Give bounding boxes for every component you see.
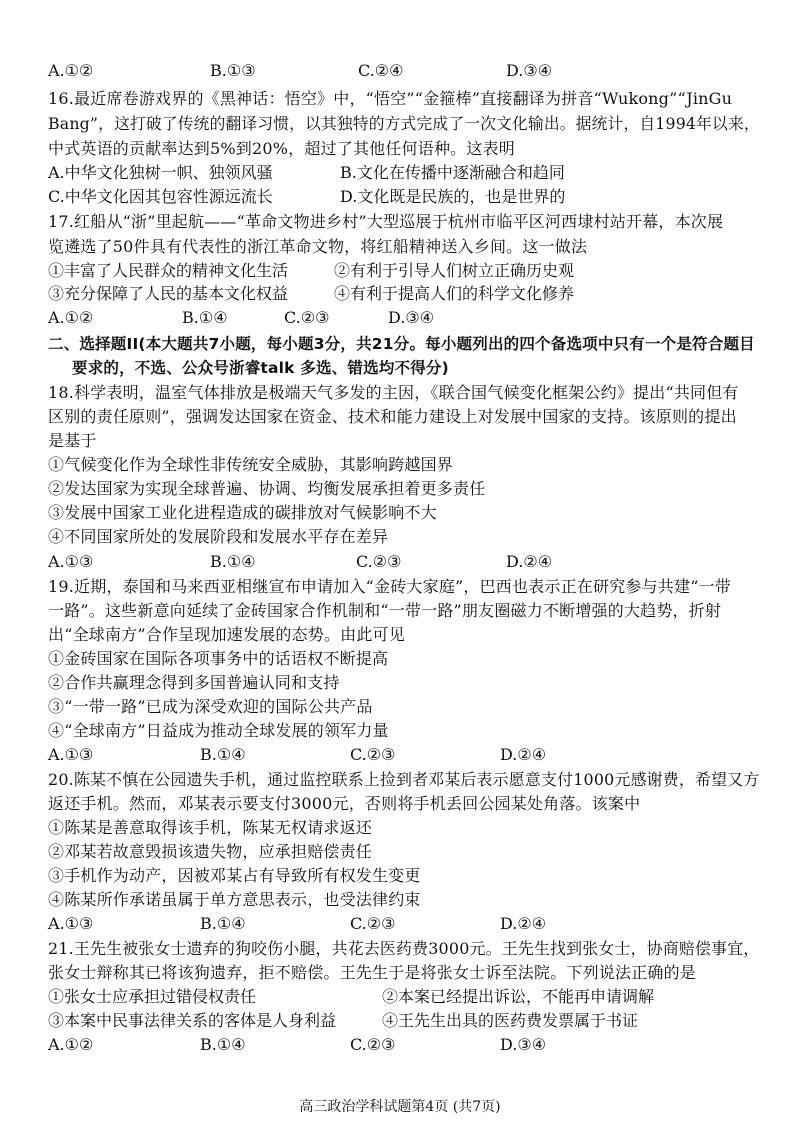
- q15-option-b: B.①③: [210, 61, 256, 80]
- q18-option-a: A.①③: [48, 552, 94, 571]
- q17-options: [48, 307, 748, 329]
- q18-choice-2: ②发达国家为实现全球普遍、协调、均衡发展承担着更多责任: [48, 479, 486, 498]
- q17-option-d: D.③④: [388, 308, 435, 327]
- q16-option-a: A.中华文化独树一帜、独领风骚: [48, 163, 273, 182]
- q16-option-d: D.文化既是民族的，也是世界的: [340, 187, 566, 206]
- q15-option-c: C.②④: [358, 61, 404, 80]
- q19-option-d: D.②④: [500, 745, 547, 764]
- q17-choices-row: [48, 260, 748, 282]
- q19-option-a: A.①③: [48, 745, 94, 764]
- q20-choice-2: ②邓某若故意毁损该遗失物，应承担赔偿责任: [48, 842, 373, 861]
- q16-option-c: C.中华文化因其包容性源远流长: [48, 187, 273, 206]
- q20-option-b: B.①④: [200, 914, 246, 933]
- q18-stem-line: 区别的责任原则”，强调发达国家在资金、技术和能力建设上对发展中国家的支持。该原则的提出: [48, 407, 737, 426]
- q20-options: [48, 913, 748, 935]
- q16-stem-line: Bang”，这打破了传统的翻译习惯，以其独特的方式完成了一次文化输出。据统计，自1994年以来，: [48, 114, 760, 133]
- q17-option-b: B.①④: [182, 308, 228, 327]
- q21-options: [48, 1034, 748, 1056]
- q20-option-d: D.②④: [500, 914, 547, 933]
- q18-choice-3: ③发展中国家工业化进程造成的碳排放对气候影响不大: [48, 503, 437, 522]
- q17-choices-row: [48, 283, 748, 305]
- q18-stem-line: 是基于: [48, 431, 97, 450]
- q20-choice-3: ③手机作为动产，因被邓某占有导致所有权发生变更: [48, 866, 421, 885]
- q19-stem-line: 出“全球南方”合作呈现加速发展的态势。由此可见: [48, 625, 405, 644]
- q21-option-b: B.①④: [200, 1035, 246, 1054]
- q21-option-c: C.②③: [350, 1035, 396, 1054]
- q19-choice-3: ③“一带一路”已成为深受欢迎的国际公共产品: [48, 697, 373, 716]
- q21-choice-4: ④王先生出具的医药费发票属于书证: [382, 1011, 639, 1030]
- q19-choice-1: ①金砖国家在国际各项事务中的话语权不断提高: [48, 649, 389, 668]
- q21-option-a: A.①②: [48, 1035, 94, 1054]
- q19-choice-2: ②合作共赢理念得到多国普遍认同和支持: [48, 673, 340, 692]
- q15-options: [48, 60, 748, 82]
- q19-option-c: C.②③: [350, 745, 396, 764]
- section-2-heading: 二、选择题II(本大题共7小题，每小题3分，共21分。每小题列出的四个备选项中只有一个是符合题目: [48, 335, 755, 353]
- q18-option-d: D.②④: [506, 552, 553, 571]
- q18-option-c: C.②③: [356, 552, 402, 571]
- q21-choice-2: ②本案已经提出诉讼，不能再申请调解: [382, 987, 655, 1006]
- q20-choice-1: ①陈某是善意取得该手机，陈某无权请求返还: [48, 818, 373, 837]
- q19-options: [48, 744, 748, 766]
- q21-choice-3: ③本案中民事法律关系的客体是人身利益: [48, 1011, 337, 1030]
- q17-choice-1: ①丰富了人民群众的精神文化生活: [48, 261, 289, 280]
- q20-stem-line: 20.陈某不慎在公园遗失手机，通过监控联系上捡到者邓某后表示愿意支付1000元感谢费，希望又方: [48, 770, 760, 789]
- q21-stem-line: 21.王先生被张女士遗弃的狗咬伤小腿，共花去医药费3000元。王先生找到张女士，协商赔偿事宜，: [48, 939, 760, 958]
- q20-choice-4: ④陈某所作承诺虽属于单方意思表示，也受法律约束: [48, 890, 421, 909]
- q17-choice-2: ②有利于引导人们树立正确历史观: [334, 261, 575, 280]
- q19-stem-line: 19.近期，泰国和马来西亚相继宣布申请加入“金砖大家庭”，巴西也表示正在研究参与共建“一带: [48, 577, 731, 596]
- q17-option-c: C.②③: [284, 308, 330, 327]
- q21-choices-row: [48, 1010, 748, 1032]
- q18-option-b: B.①④: [210, 552, 256, 571]
- q16-options-row: [48, 186, 748, 208]
- q18-choice-1: ①气候变化作为全球性非传统安全威胁，其影响跨越国界: [48, 455, 454, 474]
- q21-option-d: D.③④: [500, 1035, 547, 1054]
- q18-stem-line: 18.科学表明，温室气体排放是极端天气多发的主因，《联合国气候变化框架公约》提出“共同但有: [48, 383, 739, 402]
- q16-option-b: B.文化在传播中逐渐融合和趋同: [340, 163, 565, 182]
- q17-option-a: A.①②: [48, 308, 94, 327]
- q21-choices-row: [48, 986, 748, 1008]
- q16-options-row: [48, 162, 748, 184]
- q21-choice-1: ①张女士应承担过错侵权责任: [48, 987, 257, 1006]
- q19-choice-4: ④“全球南方”日益成为推动全球发展的领军力量: [48, 721, 389, 740]
- page-footer: 高三政治学科试题第4页 (共7页): [299, 1099, 501, 1115]
- q21-stem-line: 张女士辩称其已将该狗遗弃，拒不赔偿。王先生于是将张女士诉至法院。下列说法正确的是: [48, 963, 697, 982]
- q16-stem-line: 中式英语的贡献率达到5%到20%，超过了其他任何语种。这表明: [48, 139, 515, 158]
- q15-option-a: A.①②: [48, 61, 94, 80]
- q20-option-c: C.②③: [350, 914, 396, 933]
- q19-option-b: B.①④: [200, 745, 246, 764]
- q20-option-a: A.①③: [48, 914, 94, 933]
- q18-options: [48, 551, 748, 573]
- q16-stem-line: 16.最近席卷游戏界的《黑神话：悟空》中，“悟空”“金箍棒”直接翻译为拼音“Wukong”“JinGu: [48, 89, 733, 108]
- q18-choice-4: ④不同国家所处的发展阶段和发展水平存在差异: [48, 527, 389, 546]
- q17-choice-3: ③充分保障了人民的基本文化权益: [48, 284, 289, 303]
- q17-choice-4: ④有利于提高人们的科学文化修养: [334, 284, 575, 303]
- q17-stem-line: 览遴选了50件具有代表性的浙江革命文物，将红船精神送入乡间。这一做法: [48, 237, 588, 256]
- q19-stem-line: 一路”。这些新意向延续了金砖国家合作机制和“一带一路”朋友圈磁力不断增强的大趋势，折射: [48, 601, 722, 620]
- section-2-heading: 要求的，不选、公众号浙睿talk 多选、错选均不得分): [72, 359, 449, 377]
- q17-stem-line: 17.红船从“浙”里起航——“革命文物进乡村”大型巡展于杭州市临平区河西埭村站开幕，本次展: [48, 212, 724, 231]
- q20-stem-line: 返还手机。然而，邓某表示要支付3000元，否则将手机丢回公园某处角落。该案中: [48, 794, 641, 813]
- q15-option-d: D.③④: [506, 61, 553, 80]
